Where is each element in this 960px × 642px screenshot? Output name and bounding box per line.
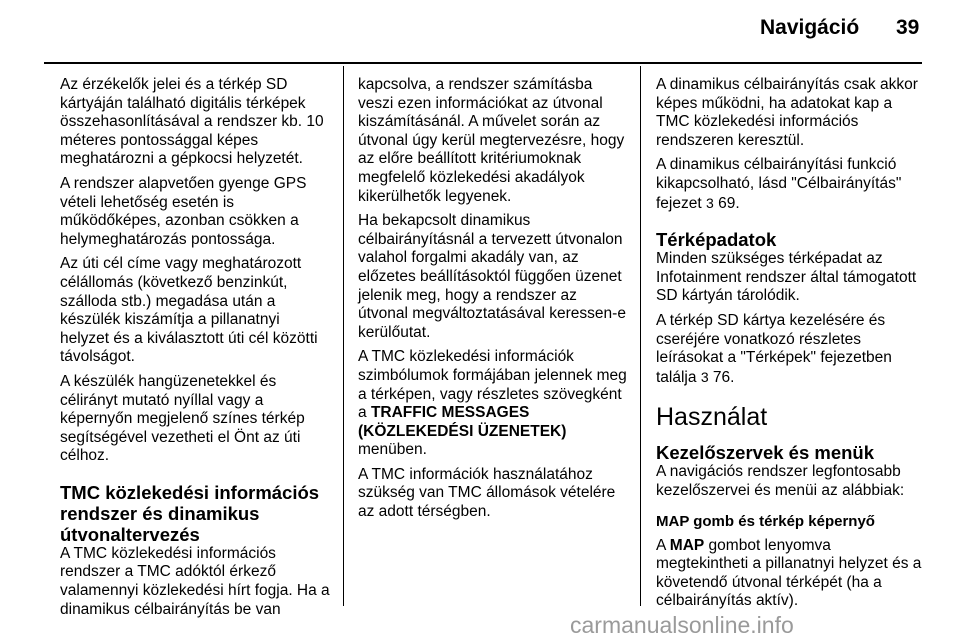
paragraph: A TMC információk használatához szükség van TMC állomások vételére az adott térségben. (358, 465, 616, 521)
paragraph: Minden szükséges térképadat az Infotainment rendszer által támogatott SD kártyán tárolódik. (656, 250, 917, 305)
page-ref-arrow-icon: 3 (705, 194, 714, 211)
text-run: A dinamikus célbairányítási funkció kikapcsolható, lásd "Célbairányítás" fejezet (656, 156, 902, 212)
paragraph: A navigációs rendszer legfontosabb kezelőszervei és menüi az alábbiak: (656, 463, 905, 499)
text-run: menüben. (358, 441, 427, 459)
paragraph: Ha bekapcsolt dinamikus célbairányításnál a tervezett útvonalon valahol forgalmi akadály van, az előzetes beállításoktól függően üzenet jelenik meg, hogy a rendszer az útvonal megváltoztatásával keressen-e kerülőutat. (358, 212, 626, 341)
page-number: 39 (896, 16, 920, 39)
page-ref-number: 76. (708, 368, 735, 386)
column-divider-2 (640, 66, 641, 606)
chapter-heading-hasznalat: Használat (656, 403, 768, 432)
section-heading-kezeloszervek: Kezelőszervek és menük (656, 442, 875, 464)
paragraph (656, 312, 924, 387)
paragraph: A rendszer alapvetően gyenge GPS vételi lehetőség esetén is működőképes, azonban csökken a helymeghatározás pontossága. (60, 174, 307, 248)
paragraph (656, 537, 924, 611)
paragraph: A dinamikus célbairányítás csak akkor képes működni, ha adatokat kap a TMC közlekedési információs rendszeren keresztül. (656, 76, 918, 149)
paragraph: Az érzékelők jelei és a térkép SD kártyáján található digitális térképek összehasonlításával a rendszer kb. 10 méteres pontossággal képes meghatározni a gépkocsi helyzetét. (60, 76, 324, 168)
page-ref-arrow-icon: 3 (700, 368, 709, 385)
section-heading-terkepadatok: Térképadatok (656, 229, 777, 251)
section-heading-tmc: TMC közlekedési információs rendszer és dinamikus útvonaltervezés (60, 481, 320, 545)
watermark: carmanualsonline.info (570, 612, 794, 638)
paragraph: A készülék hangüzenetekkel és célirányt mutató nyíllal vagy a képernyőn megjelenő színes térkép segítségével vezetheti el Önt az úti célhoz. (60, 372, 305, 465)
paragraph: Az úti cél címe vagy meghatározott célállomás (következő benzinkút, szálloda stb.) megadása után a készülék kiszámítja a pillanatnyi helyzet és a kiválasztott úti cél közötti távolságot. (60, 255, 318, 366)
text-run: A térkép SD kártya kezelésére és cseréjére vonatkozó részletes leírásokat a "Térképek" fejezetben találja (656, 311, 892, 386)
paragraph (358, 348, 628, 460)
header-divider (44, 62, 922, 64)
page-section-title: Navigáció (760, 16, 860, 39)
column-3 (656, 76, 924, 617)
column-1 (60, 76, 332, 625)
menu-name-traffic-messages: TRAFFIC MESSAGES (KÖZLEKEDÉSI ÜZENETEK) (358, 404, 567, 440)
column-2 (358, 76, 628, 528)
text-run: gombot lenyomva megtekintheti a pillanatnyi helyzet és a követendő útvonal térképét (ha a célbairányítás aktív). (656, 536, 922, 610)
column-divider-1 (343, 66, 344, 606)
text-run: A (656, 536, 670, 554)
paragraph: kapcsolva, a rendszer számításba veszi ezen információkat az útvonal kiszámításánál. A művelet során az útvonal úgy kerül megtervezésre, hogy az előre beállított kritériumoknak megfelelő közlekedési akadályok kikerülhetők legyenek. (358, 76, 625, 205)
paragraph (656, 156, 924, 213)
button-name-map: MAP (669, 536, 705, 554)
text-run: A TMC közlekedési információk szimbólumok formájában jelennek meg a térképen, vagy részletes szövegként a (358, 348, 627, 422)
page-ref-number: 69. (713, 194, 740, 212)
paragraph: A TMC közlekedési információs rendszer a TMC adóktól érkező valamennyi közlekedési hírt fogja. Ha a dinamikus célbairányítás be van (60, 544, 330, 618)
subheading-map-gomb: MAP gomb és térkép képernyő (656, 512, 875, 530)
